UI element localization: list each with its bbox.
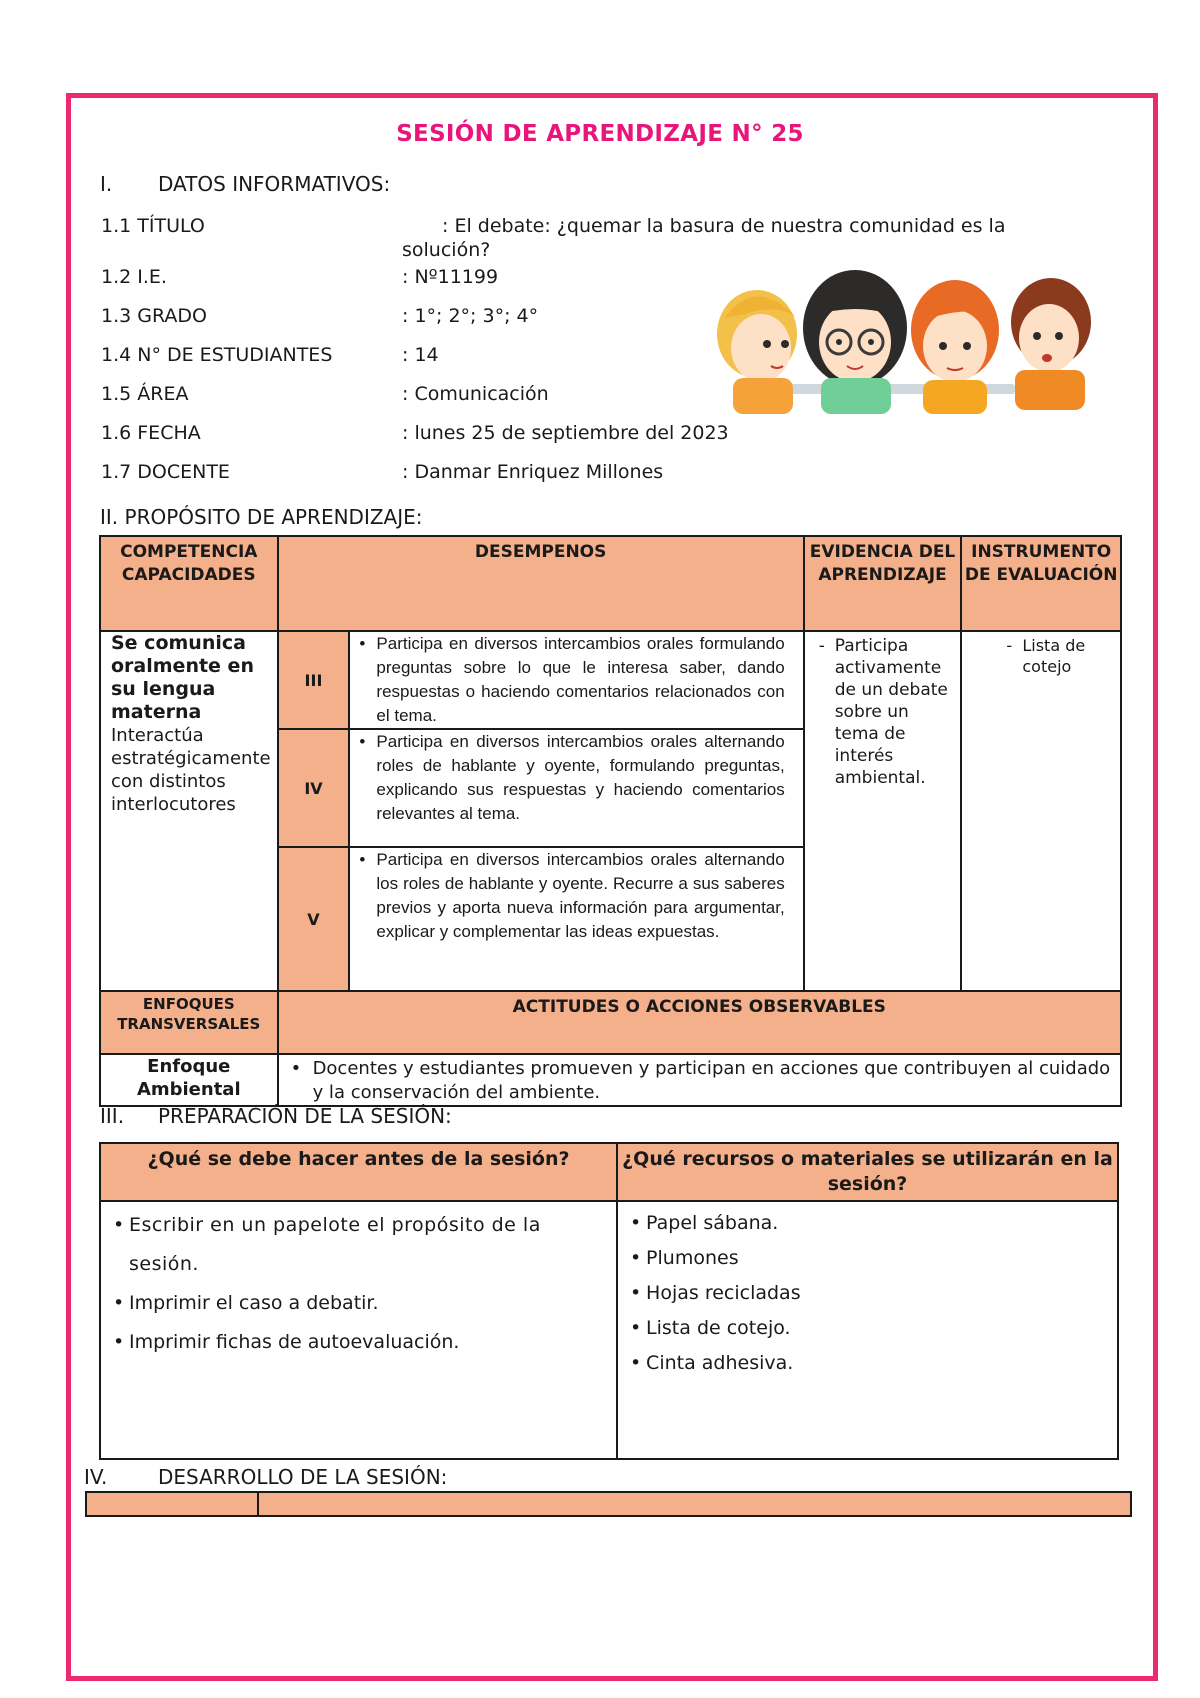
datos-label-grado: 1.3 GRADO: [101, 305, 207, 327]
header-actitudes: ACTITUDES O ACCIONES OBSERVABLES: [278, 991, 1121, 1054]
bullet-icon: •: [359, 732, 366, 751]
header-antes: ¿Qué se debe hacer antes de la sesión?: [100, 1143, 617, 1201]
datos-value-titulo-cont: solución?: [402, 239, 491, 261]
section-2-heading: II. PROPÓSITO DE APRENDIZAJE:: [100, 505, 423, 529]
datos-value-area: : Comunicación: [402, 383, 549, 405]
capacidad-text: Interactúa estratégicamente con distintos interlocutores: [111, 725, 271, 815]
datos-value-estudiantes: : 14: [402, 344, 439, 366]
antes-item: Imprimir fichas de autoevaluación.: [129, 1331, 460, 1353]
datos-label-docente: 1.7 DOCENTE: [101, 461, 230, 483]
section-1-number: I.: [100, 172, 113, 196]
bullet-icon: •: [359, 634, 366, 653]
preparacion-table: [99, 1142, 1119, 1460]
desarrollo-header-right: [258, 1492, 1131, 1516]
bullet-icon: •: [290, 1058, 302, 1079]
recurso-item: Lista de cotejo.: [646, 1317, 791, 1339]
recurso-item: Cinta adhesiva.: [646, 1352, 794, 1374]
datos-label-ie: 1.2 I.E.: [101, 266, 167, 288]
page-title: SESIÓN DE APRENDIZAJE N° 25: [396, 121, 804, 147]
actitud-cell: [278, 1054, 1121, 1106]
instrumento-text: Lista de cotejo: [1022, 636, 1086, 676]
header-evidencia: EVIDENCIA DEL APRENDIZAJE: [804, 536, 962, 631]
header-competencia: COMPETENCIA CAPACIDADES: [100, 536, 278, 631]
child-3-figure: [911, 280, 999, 414]
bullet-icon: •: [630, 1247, 642, 1269]
bullet-icon: •: [113, 1214, 125, 1236]
bullet-icon: •: [113, 1331, 125, 1353]
desempeno-v: • Participa en diversos intercambios orales alternando los roles de hablante y oyente. Recurre a sus saberes previos y aporta nueva información para argumentar, explicar y complementar las ideas expuestas.: [349, 847, 803, 991]
datos-label-estudiantes: 1.4 N° DE ESTUDIANTES: [101, 344, 333, 366]
evidencia-cell: [804, 631, 962, 991]
datos-label-area: 1.5 ÁREA: [101, 383, 189, 405]
actitud-text: Docentes y estudiantes promueven y participan en acciones que contribuyen al cuidado y la conservación del ambiente.: [312, 1058, 1111, 1103]
recurso-item: Plumones: [646, 1247, 739, 1269]
proposito-table: [99, 535, 1122, 1107]
antes-item: Imprimir el caso a debatir.: [129, 1292, 379, 1314]
datos-value-fecha: : lunes 25 de septiembre del 2023: [402, 422, 729, 444]
bullet-icon: •: [630, 1212, 642, 1234]
header-instrumento: INSTRUMENTO DE EVALUACIÓN: [961, 536, 1121, 631]
header-desempenos: DESEMPENOS: [278, 536, 804, 631]
dash-icon: -: [1006, 636, 1013, 655]
dash-icon: -: [818, 636, 825, 656]
datos-value-titulo: : El debate: ¿quemar la basura de nuestra comunidad es la: [442, 215, 1006, 237]
antes-list: [100, 1201, 617, 1459]
datos-label-titulo: 1.1 TÍTULO: [101, 215, 205, 237]
competencia-cell: [100, 631, 278, 991]
desempeno-iv: • Participa en diversos intercambios orales alternando roles de hablante y oyente, formulando preguntas, explicando sus respuestas y haciendo comentarios relevantes al tema.: [349, 729, 803, 847]
recursos-list: [617, 1201, 1118, 1459]
instrumento-cell: [961, 631, 1121, 991]
bullet-icon: •: [113, 1292, 125, 1314]
datos-value-ie: : Nº11199: [402, 266, 499, 288]
recurso-item: Papel sábana.: [646, 1212, 779, 1234]
bullet-icon: •: [630, 1282, 642, 1304]
section-4-number: IV.: [84, 1465, 108, 1489]
section-4-heading: DESARROLLO DE LA SESIÓN:: [158, 1465, 448, 1489]
recurso-item: Hojas recicladas: [646, 1282, 801, 1304]
evidencia-text: Participa activamente de un debate sobre un tema de interés ambiental.: [834, 636, 948, 788]
child-4-figure: [1011, 278, 1091, 410]
enfoque-cell: Enfoque Ambiental: [100, 1054, 278, 1106]
children-illustration: [715, 266, 1100, 414]
header-enfoques: ENFOQUES TRANSVERSALES: [100, 991, 278, 1054]
desempeno-iii: • Participa en diversos intercambios orales formulando preguntas sobre lo que le interesa saber, dando respuestas o haciendo comentarios relacionados con el tema.: [349, 631, 803, 729]
datos-value-grado: : 1°; 2°; 3°; 4°: [402, 305, 539, 327]
antes-item: Escribir en un papelote el propósito de la sesión.: [129, 1214, 541, 1275]
bullet-icon: •: [359, 850, 366, 869]
level-iv: IV: [278, 729, 350, 847]
desarrollo-header-left: [86, 1492, 258, 1516]
child-1-figure: [717, 290, 797, 414]
section-3-heading: PREPARACIÓN DE LA SESIÓN:: [158, 1104, 452, 1128]
header-recursos: ¿Qué recursos o materiales se utilizarán en la sesión?: [617, 1143, 1118, 1201]
level-iii: III: [278, 631, 350, 729]
bullet-icon: •: [630, 1317, 642, 1339]
competencia-title: Se comunica oralmente en su lengua materna: [111, 632, 254, 723]
desarrollo-table: [85, 1491, 1132, 1517]
bullet-icon: •: [630, 1352, 642, 1374]
datos-label-fecha: 1.6 FECHA: [101, 422, 201, 444]
section-3-number: III.: [100, 1104, 125, 1128]
section-1-heading: DATOS INFORMATIVOS:: [158, 172, 391, 196]
level-v: V: [278, 847, 350, 991]
datos-value-docente: : Danmar Enriquez Millones: [402, 461, 664, 483]
